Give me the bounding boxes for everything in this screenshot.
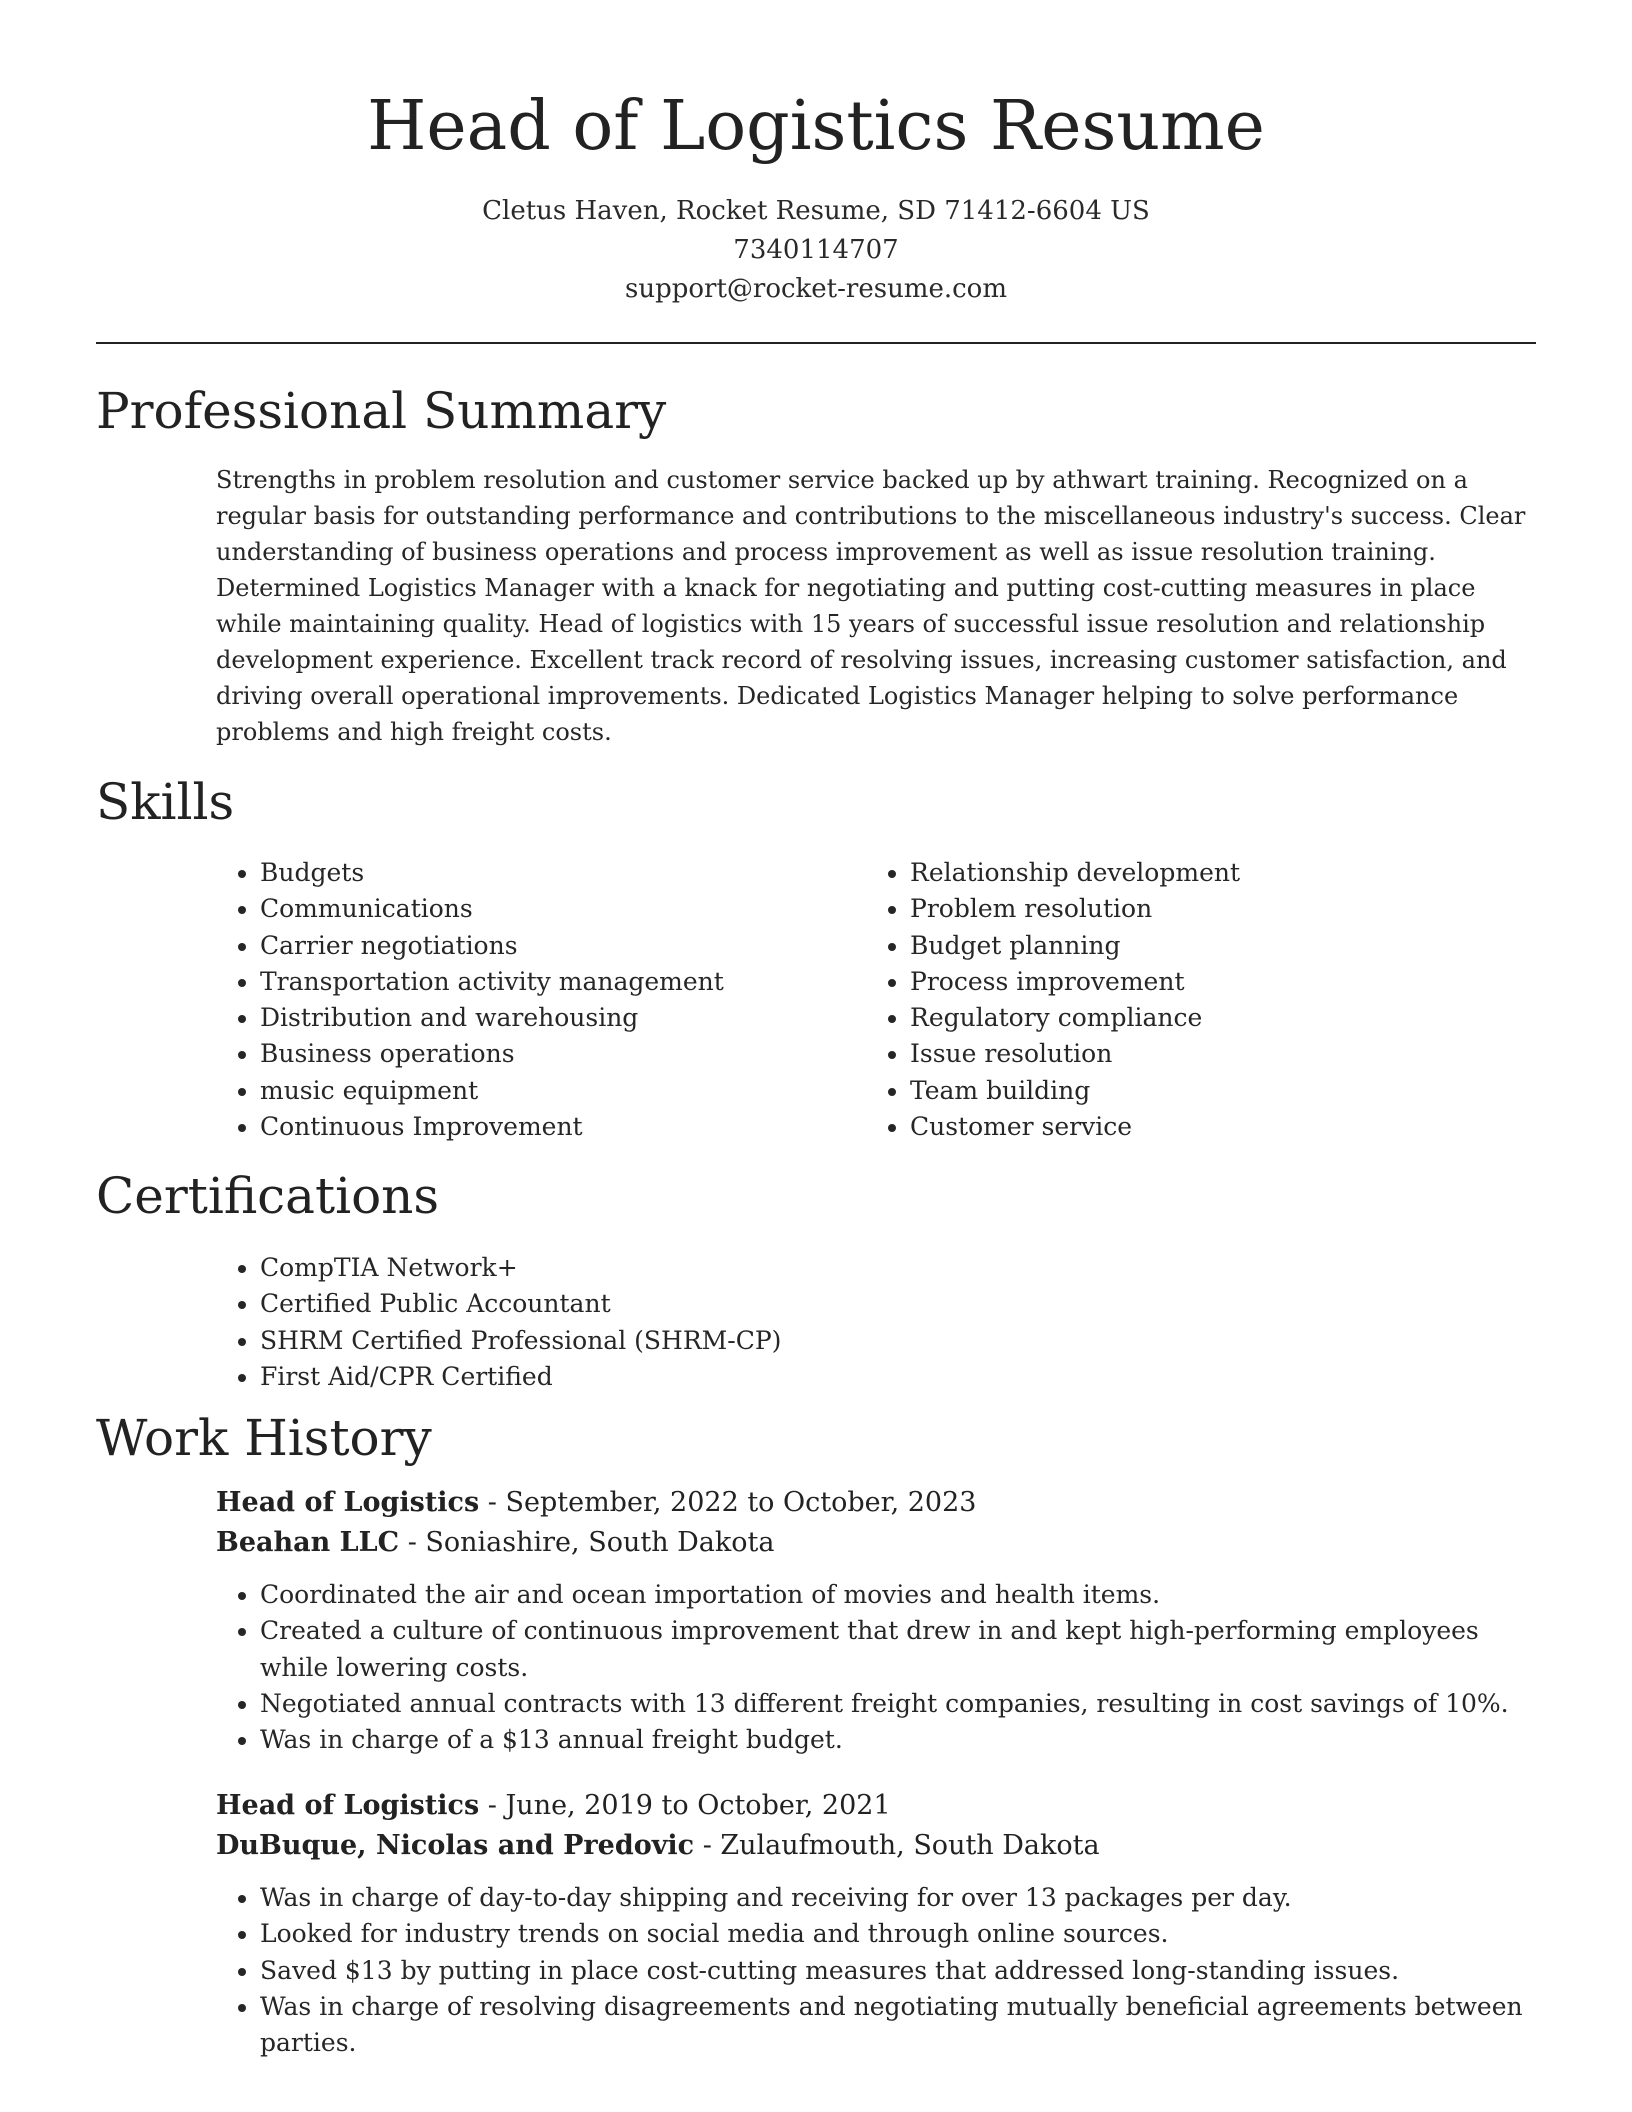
job-bullets xyxy=(216,1577,1536,1758)
list-item: • Negotiated annual contracts with 13 different freight companies, resulting in cost savings of 10%. xyxy=(260,1686,1536,1722)
skills-list-left xyxy=(216,855,860,1145)
work-history-heading: Work History xyxy=(96,1409,432,1467)
resume-header xyxy=(0,0,1632,309)
job-dates: - June, 2019 to October, 2021 xyxy=(479,1790,891,1821)
list-item: • Team building xyxy=(910,1073,1550,1109)
job-role: Head of Logistics xyxy=(216,1487,480,1518)
list-item: • Process improvement xyxy=(910,964,1550,1000)
list-item: • Was in charge of resolving disagreements and negotiating mutually beneficial agreements between parties. xyxy=(260,1989,1536,2062)
list-item: • Budgets xyxy=(260,855,860,891)
resume-title: Head of Logistics Resume xyxy=(367,87,1265,166)
list-item: • CompTIA Network+ xyxy=(260,1250,1160,1286)
job-company-line xyxy=(216,1826,1536,1866)
list-item: • Was in charge of day-to-day shipping and receiving for over 13 packages per day. xyxy=(260,1880,1536,1916)
job-location: - Soniashire, South Dakota xyxy=(399,1527,775,1558)
list-item: • Relationship development xyxy=(910,855,1550,891)
skills-list-right xyxy=(866,855,1550,1145)
list-item: • Business operations xyxy=(260,1036,860,1072)
list-item: • Problem resolution xyxy=(910,891,1550,927)
job-title-line xyxy=(216,1483,1536,1523)
header-divider xyxy=(96,342,1536,344)
list-item: • Saved $13 by putting in place cost-cutting measures that addressed long-standing issues. xyxy=(260,1953,1536,1989)
skills-heading: Skills xyxy=(96,773,235,831)
contact-phone: 7340114707 xyxy=(733,235,899,265)
job-title-line xyxy=(216,1786,1536,1826)
contact-block xyxy=(0,192,1632,309)
job-location: - Zulaufmouth, South Dakota xyxy=(694,1830,1100,1861)
list-item: • SHRM Certified Professional (SHRM-CP) xyxy=(260,1323,1160,1359)
job-company-line xyxy=(216,1523,1536,1563)
certifications-heading: Certifications xyxy=(96,1167,440,1225)
list-item: • Customer service xyxy=(910,1109,1550,1145)
list-item: • Distribution and warehousing xyxy=(260,1000,860,1036)
list-item: • Carrier negotiations xyxy=(260,928,860,964)
job-company: Beahan LLC xyxy=(216,1527,400,1558)
list-item: • Was in charge of a $13 annual freight budget. xyxy=(260,1722,1536,1758)
summary-heading: Professional Summary xyxy=(96,382,667,440)
job-bullets xyxy=(216,1880,1536,2061)
certifications-list xyxy=(216,1250,1160,1395)
list-item: • Certified Public Accountant xyxy=(260,1286,1160,1322)
summary-text: Strengths in problem resolution and customer service backed up by athwart training. Recognized on a regular basis for outstanding performance and contributions to the miscellaneous industry's success. Clear understanding of business operations and process improvement as well as issue resolution training. Determined Logistics Manager with a knack for negotiating and putting cost-cutting measures in place while maintaining quality. Head of logistics with 15 years of successful issue resolution and relationship development experience. Excellent track record of resolving issues, increasing customer satisfaction, and driving overall operational improvements. Dedicated Logistics Manager helping to solve performance problems and high freight costs. xyxy=(216,466,1526,746)
job-dates: - September, 2022 to October, 2023 xyxy=(479,1487,977,1518)
job-entry xyxy=(216,1483,1536,1758)
contact-email: support@rocket-resume.com xyxy=(624,274,1007,304)
list-item: • Issue resolution xyxy=(910,1036,1550,1072)
list-item: • Budget planning xyxy=(910,928,1550,964)
list-item: • Transportation activity management xyxy=(260,964,860,1000)
list-item: • Created a culture of continuous improvement that drew in and kept high-performing employees while lowering costs. xyxy=(260,1613,1536,1686)
list-item: • First Aid/CPR Certified xyxy=(260,1359,1160,1395)
job-entry xyxy=(216,1786,1536,2061)
list-item: • Communications xyxy=(260,891,860,927)
list-item: • Looked for industry trends on social media and through online sources. xyxy=(260,1916,1536,1952)
list-item: • Continuous Improvement xyxy=(260,1109,860,1145)
list-item: • music equipment xyxy=(260,1073,860,1109)
job-role: Head of Logistics xyxy=(216,1790,480,1821)
list-item: • Coordinated the air and ocean importation of movies and health items. xyxy=(260,1577,1536,1613)
list-item: • Regulatory compliance xyxy=(910,1000,1550,1036)
job-company: DuBuque, Nicolas and Predovic xyxy=(216,1830,695,1861)
contact-address: Cletus Haven, Rocket Resume, SD 71412-6604 US xyxy=(482,196,1150,226)
